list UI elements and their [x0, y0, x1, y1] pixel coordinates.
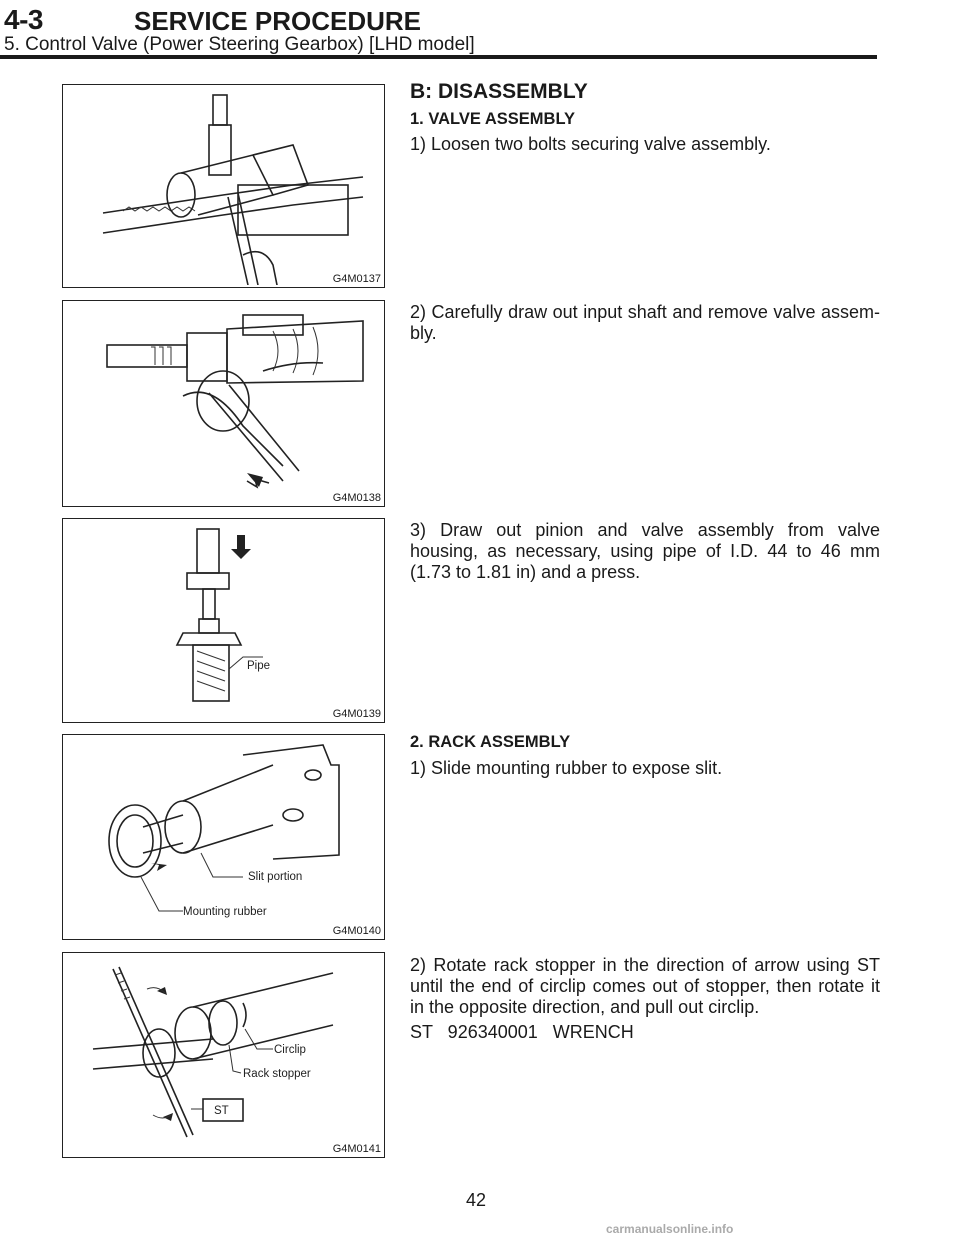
figure-mounting-rubber [62, 734, 385, 940]
label-mounting-rubber: Mounting rubber [183, 906, 267, 918]
figure-press-pinion [62, 518, 385, 723]
figure-id: G4M0139 [332, 708, 381, 720]
press-pinion-illustration [63, 519, 383, 721]
figure-valve-bolts [62, 84, 385, 288]
label-st: ST [214, 1105, 229, 1117]
page-title: SERVICE PROCEDURE [134, 6, 422, 36]
page-number: 42 [466, 1190, 487, 1210]
label-slit-portion: Slit portion [248, 871, 303, 883]
step-text: 3) Draw out pinion and valve assembly from valve housing, as necessary, using pipe of I.D. 44 to 46 mm (1.73 to 1.81 in) and a press. [410, 520, 880, 582]
step-text: 1) Loosen two bolts securing valve assembly. [410, 134, 771, 154]
mounting-rubber-illustration [63, 735, 383, 938]
figure-rack-stopper [62, 952, 385, 1158]
section-heading: B: DISASSEMBLY [410, 80, 588, 103]
figure-draw-input-shaft [62, 300, 385, 507]
figure-id: G4M0138 [332, 492, 381, 504]
label-circlip: Circlip [274, 1044, 306, 1056]
rack-stopper-illustration [63, 953, 383, 1156]
figure-id: G4M0137 [332, 273, 381, 285]
label-rack-stopper: Rack stopper [243, 1068, 311, 1080]
subsection-heading-rack: 2. RACK ASSEMBLY [410, 733, 571, 751]
section-code: 4-3 [4, 4, 43, 35]
input-shaft-illustration [63, 301, 383, 505]
special-tool-line: ST 926340001 WRENCH [410, 1022, 634, 1042]
label-pipe: Pipe [247, 660, 271, 672]
footer-watermark: carmanualsonline.info [606, 1222, 734, 1236]
figure-id: G4M0141 [332, 1143, 381, 1155]
page-subtitle: 5. Control Valve (Power Steering Gearbox) [LHD model] [4, 34, 475, 55]
step-text: 2) Rotate rack stopper in the direction of arrow using ST until the end of circlip comes out of stopper, then rotate it in the opposite direction, and pull out circlip. [410, 955, 880, 1017]
step-text: 1) Slide mounting rubber to expose slit. [410, 758, 723, 778]
valve-bolts-illustration [63, 85, 383, 285]
header-rule [0, 55, 877, 59]
step-text: 2) Carefully draw out input shaft and remove valve assem-bly. [410, 302, 880, 343]
figure-id: G4M0140 [332, 925, 381, 937]
subsection-heading-valve: 1. VALVE ASSEMBLY [410, 110, 576, 128]
